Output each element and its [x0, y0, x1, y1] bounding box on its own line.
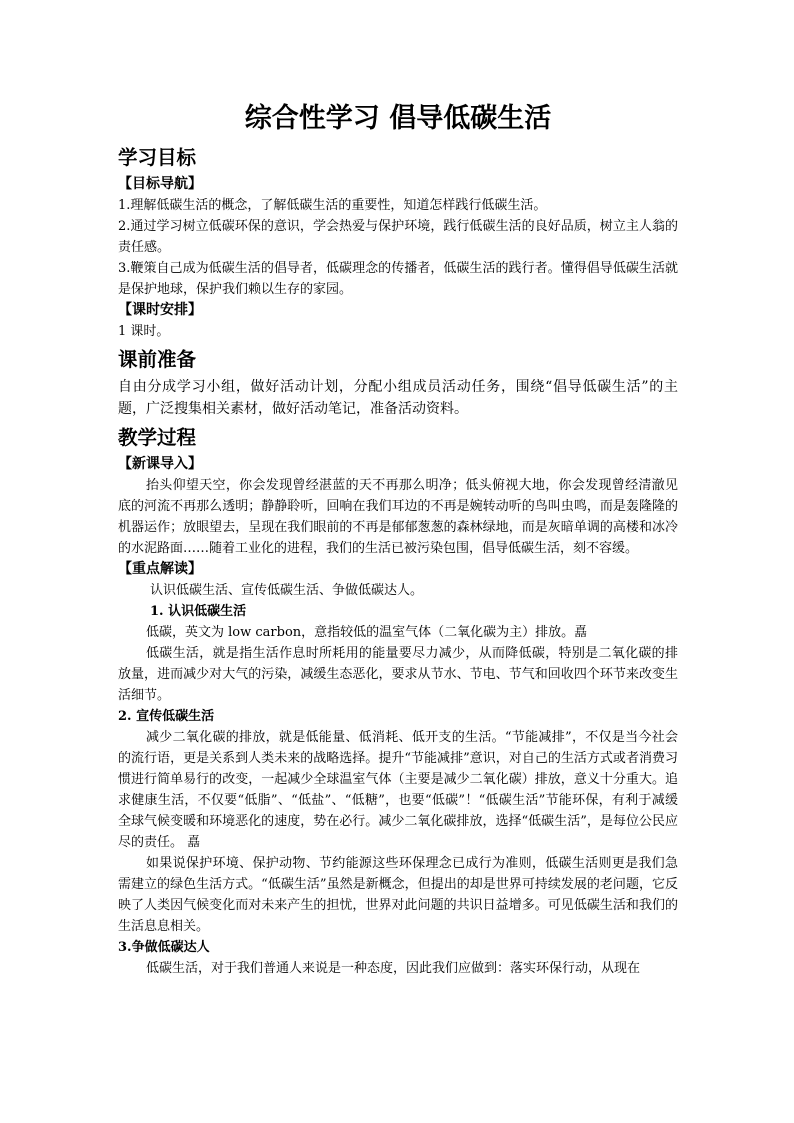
time-label: 【课时安排】	[118, 302, 202, 318]
goals-label: 【目标导航】	[118, 176, 202, 192]
time-text: 1 课时。	[118, 324, 170, 339]
intro-text: 抬头仰望天空，你会发现曾经湛蓝的天不再那么明净；低头俯视大地，你会发现曾经清澈见底的河流不再那么透明；静静聆听，回响在我们耳边的不再是婉转动听的鸟叫虫鸣，而是轰隆隆的机器运作；放眼望去，呈现在我们眼前的不再是郁郁葱葱的森林绿地，而是灰暗单调的高楼和冰冷的水泥路面……随着工业化的进程，我们的生活已被污染包围，倡导低碳生活，刻不容缓。	[118, 478, 678, 556]
sub1-paragraph-2: 低碳生活，就是指生活作息时所耗用的能量要尽力减少，从而降低碳，特别是二氧化碳的排放量，进而减少对大气的污染，减缓生态恶化，要求从节水、节电、节气和回收四个环节来改变生活细节。	[118, 646, 678, 703]
section-heading-goals: 学习目标	[118, 146, 197, 169]
goal-item: 2.通过学习树立低碳环保的意识，学会热爱与保护环境，践行低碳生活的良好品质，树立主人翁的责任感。	[118, 219, 678, 255]
intro-label: 【新课导入】	[118, 456, 202, 472]
key-intro: 认识低碳生活、宣传低碳生活、争做低碳达人。	[150, 583, 424, 598]
page-title: 综合性学习 倡导低碳生活	[244, 103, 552, 134]
sub2-paragraph-2: 如果说保护环境、保护动物、节约能源这些环保理念已成行为准则，低碳生活则更是我们急需建立的绿色生活方式。“低碳生活”虽然是新概念，但提出的却是世界可持续发展的老问题，它反映了人类因气候变化而对未来产生的担忧，世界对此问题的共识日益增多。可见低碳生活和我们的生活息息相关。	[118, 856, 678, 934]
subheading-1: 1. 认识低碳生活	[150, 604, 247, 619]
goal-item: 1.理解低碳生活的概念，了解低碳生活的重要性，知道怎样践行低碳生活。	[118, 198, 547, 213]
preparation-text: 自由分成学习小组，做好活动计划，分配小组成员活动任务，围绕“倡导低碳生活”的主题，广泛搜集相关素材，做好活动笔记，准备活动资料。	[118, 379, 678, 417]
section-heading-preparation: 课前准备	[118, 348, 197, 371]
goal-item: 3.鞭策自己成为低碳生活的倡导者，低碳理念的传播者，低碳生活的践行者。懂得倡导低碳生活就是保护地球，保护我们赖以生存的家园。	[118, 261, 678, 297]
sub1-paragraph-1: 低碳，英文为 low carbon，意指较低的温室气体（二氧化碳为主）排放。嚞	[146, 625, 588, 640]
document-page	[118, 96, 678, 979]
subheading-3: 3.争做低碳达人	[118, 940, 210, 955]
key-label: 【重点解读】	[118, 561, 202, 577]
sub2-paragraph-1: 减少二氧化碳的排放，就是低能量、低消耗、低开支的生活。“节能减排”，不仅是当今社会的流行语，更是关系到人类未来的战略选择。提升“节能减排”意识，对自己的生活方式或者消费习惯进行简单易行的改变，一起减少全球温室气体（主要是减少二氧化碳）排放，意义十分重大。追求健康生活，不仅要“低脂”、“低盐”、“低糖”，也要“低碳”！“低碳生活”节能环保，有利于减缓全球气候变暖和环境恶化的速度，势在必行。减少二氧化碳排放，选择“低碳生活”，是每位公民应尽的责任。 嚞	[118, 730, 678, 850]
section-heading-process: 教学过程	[118, 426, 197, 449]
subheading-2: 2. 宣传低碳生活	[118, 709, 215, 724]
sub3-paragraph-1: 低碳生活，对于我们普通人来说是一种态度，因此我们应做到：落实环保行动，从现在	[146, 961, 641, 976]
